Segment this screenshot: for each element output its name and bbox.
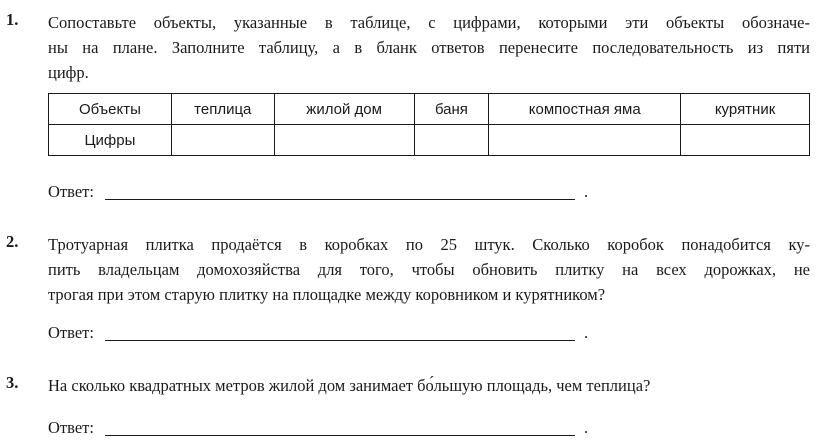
answer-label: Ответ: [48, 182, 94, 201]
task-text [48, 232, 810, 307]
answer-line[interactable] [105, 435, 575, 436]
task-text-line: трогая при этом старую плитку на площадке между коровником и курятником? [48, 285, 606, 304]
answer-period: . [584, 182, 589, 201]
table-cell: курятник [681, 94, 810, 125]
task-text-line: пить владельцам домохозяйства для того, чтобы обновить плитку на всех дорожках, не [48, 260, 810, 279]
digit-input-cell[interactable] [171, 125, 274, 156]
table-cell: баня [414, 94, 489, 125]
task-number: 1. [6, 10, 19, 29]
digit-input-cell[interactable] [681, 125, 810, 156]
answer-label: Ответ: [48, 418, 94, 437]
task-text [48, 373, 810, 398]
task-number: 2. [6, 232, 19, 251]
task-number: 3. [6, 373, 19, 392]
matching-table [48, 93, 810, 156]
digit-input-cell[interactable] [489, 125, 681, 156]
digit-input-cell[interactable] [414, 125, 489, 156]
table-row-objects [49, 94, 810, 125]
task-text-line: ны на плане. Заполните таблицу, а в бланк ответов перенесите последовательность из пяти [48, 38, 810, 57]
table-header-cell: Цифры [49, 125, 172, 156]
table-cell: жилой дом [274, 94, 414, 125]
table-cell: компостная яма [489, 94, 681, 125]
answer-line[interactable] [105, 199, 575, 200]
answer-period: . [584, 418, 589, 437]
task-text-line: цифр. [48, 63, 89, 82]
answer-label: Ответ: [48, 323, 94, 342]
answer-period: . [584, 323, 589, 342]
answer-line[interactable] [105, 340, 575, 341]
task-text-line: Сопоставьте объекты, указанные в таблице, с цифрами, которыми эти объекты обозначе- [48, 13, 810, 32]
table-row-digits [49, 125, 810, 156]
task-text-line: Тротуарная плитка продаётся в коробках по 25 штук. Сколько коробок понадобится ку- [48, 235, 810, 254]
table-cell: теплица [171, 94, 274, 125]
digit-input-cell[interactable] [274, 125, 414, 156]
task-text-line: На сколько квадратных метров жилой дом занимает бо́льшую площадь, чем теплица? [48, 376, 651, 395]
task-text [48, 10, 810, 85]
table-header-cell: Объекты [49, 94, 172, 125]
